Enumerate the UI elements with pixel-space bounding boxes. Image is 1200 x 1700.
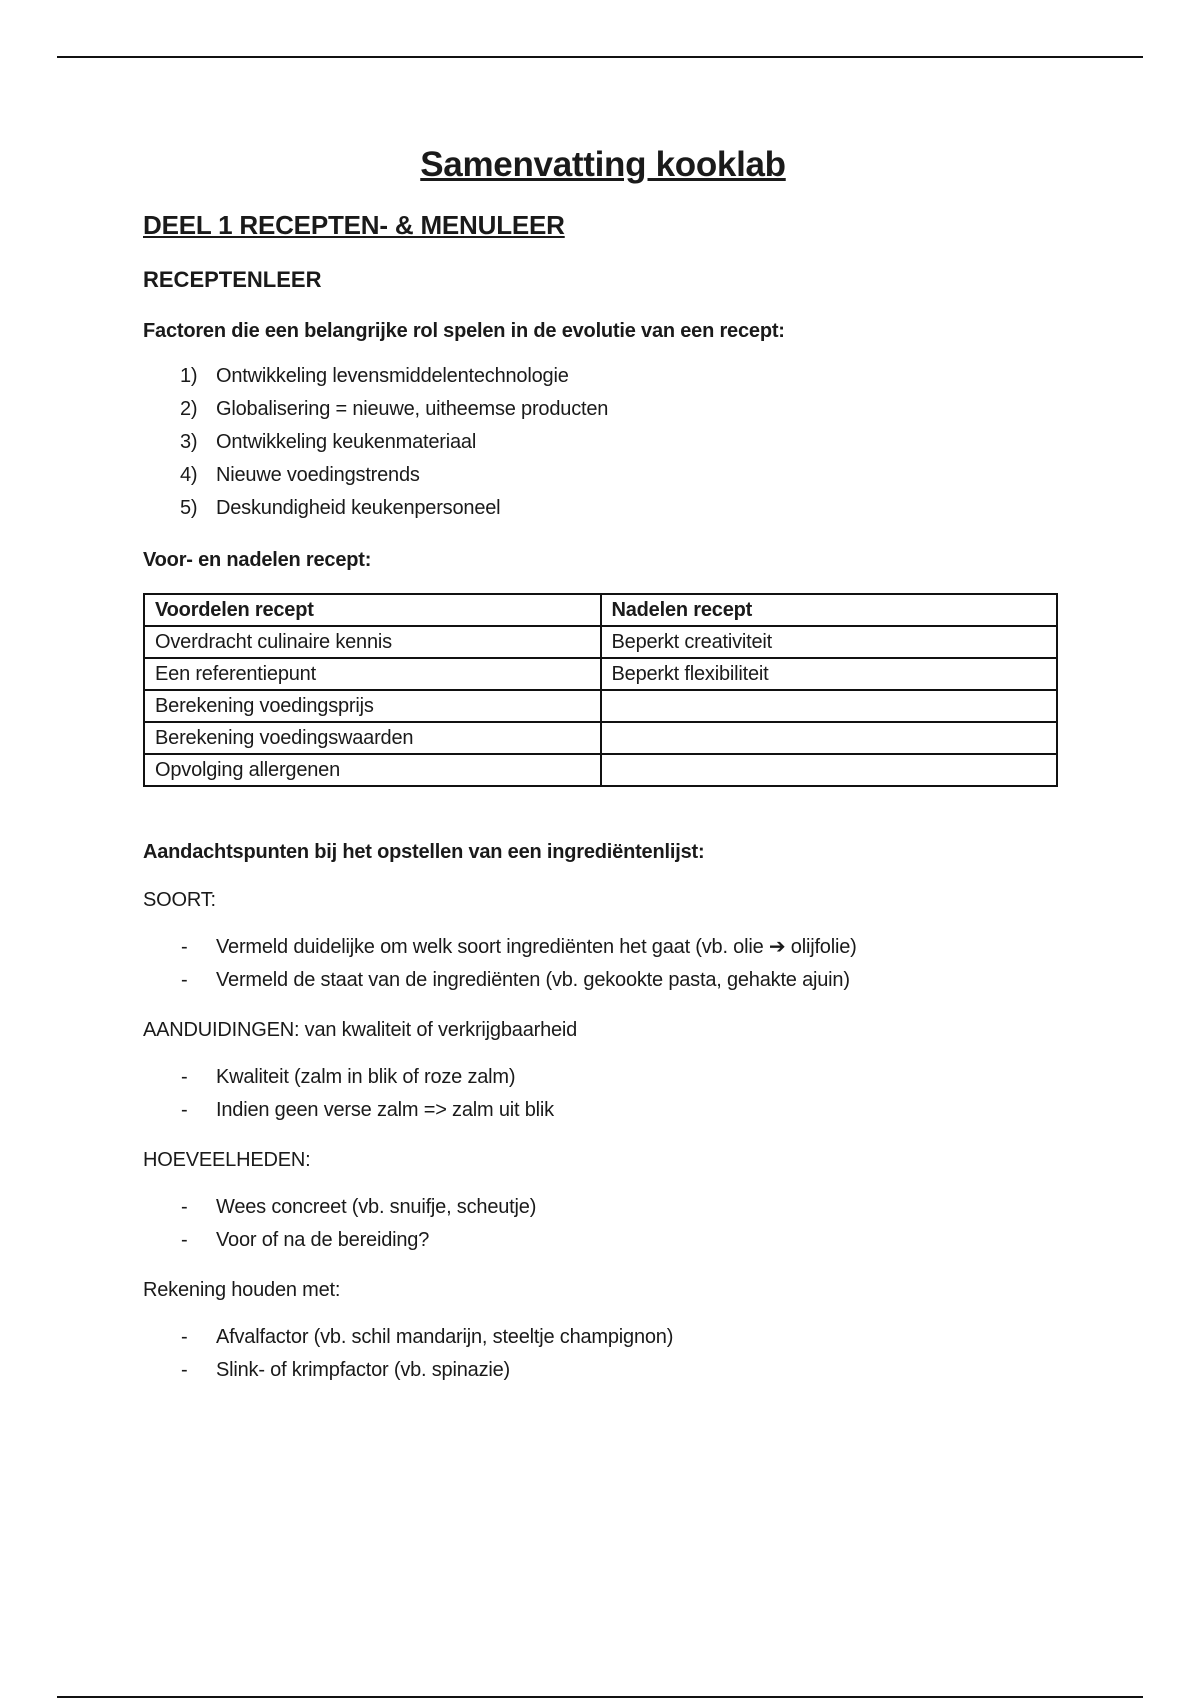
rekening-list (143, 1321, 1063, 1387)
aanduidingen-list (143, 1061, 1063, 1127)
list-item-text: Wees concreet (vb. snuifje, scheutje) (216, 1196, 537, 1218)
page-bottom-rule (57, 1696, 1143, 1698)
table-row (144, 722, 1057, 754)
table-row (144, 690, 1057, 722)
list-item (143, 459, 1063, 492)
list-item (143, 426, 1063, 459)
section-heading: RECEPTENLEER (143, 267, 322, 292)
table-header-row (144, 594, 1057, 626)
column-header-pros: Voordelen recept (144, 594, 601, 626)
factors-list (143, 360, 1063, 525)
list-number: 4) (180, 464, 198, 486)
dash-marker: - (181, 1066, 188, 1088)
table-row (144, 626, 1057, 658)
table-cell (601, 754, 1058, 786)
factors-heading: Factoren die een belangrijke rol spelen in de evolutie van een recept: (143, 320, 785, 342)
dash-marker: - (181, 1326, 188, 1348)
list-item-text: Deskundigheid keukenpersoneel (216, 497, 501, 519)
list-number: 3) (180, 431, 198, 453)
hoeveelheden-list (143, 1191, 1063, 1257)
pros-cons-heading: Voor- en nadelen recept: (143, 549, 372, 571)
list-item-text: olijfolie) (790, 936, 857, 958)
list-item-text: Voor of na de bereiding? (216, 1229, 430, 1251)
aanduidingen-label: AANDUIDINGEN: van kwaliteit of verkrijgbaarheid (143, 1019, 578, 1041)
list-item-text: Slink- of krimpfactor (vb. spinazie) (216, 1359, 511, 1381)
list-item (143, 360, 1063, 393)
soort-list (143, 931, 1063, 997)
spacer (143, 787, 1063, 817)
dash-marker: - (181, 1359, 188, 1381)
list-item (143, 393, 1063, 426)
column-header-cons: Nadelen recept (601, 594, 1058, 626)
list-number: 1) (180, 365, 198, 387)
part-heading: DEEL 1 RECEPTEN- & MENULEER (143, 210, 565, 240)
dash-marker: - (181, 1229, 188, 1251)
list-item (143, 964, 1063, 997)
page-content (143, 140, 1063, 1387)
dash-marker: - (181, 936, 188, 958)
table-cell (601, 690, 1058, 722)
dash-marker: - (181, 1099, 188, 1121)
arrow-right-icon: ➔ (768, 936, 786, 958)
list-item-text: Vermeld duidelijke om welk soort ingrediënten het gaat (vb. olie (216, 936, 764, 958)
list-number: 5) (180, 497, 198, 519)
list-item (143, 931, 1063, 964)
table-cell: Beperkt creativiteit (601, 626, 1058, 658)
list-item (143, 1354, 1063, 1387)
hoeveelheden-label: HOEVEELHEDEN: (143, 1149, 311, 1171)
list-item (143, 1321, 1063, 1354)
table-cell: Berekening voedingsprijs (144, 690, 601, 722)
list-item-text: Ontwikkeling keukenmateriaal (216, 431, 477, 453)
list-item-text: Kwaliteit (zalm in blik of roze zalm) (216, 1066, 516, 1088)
table-cell: Overdracht culinaire kennis (144, 626, 601, 658)
pros-cons-table (143, 593, 1058, 787)
list-item-text: Nieuwe voedingstrends (216, 464, 420, 486)
table-row (144, 754, 1057, 786)
list-item (143, 492, 1063, 525)
list-item-text: Vermeld de staat van de ingrediënten (vb. gekookte pasta, gehakte ajuin) (216, 969, 850, 991)
table-cell (601, 722, 1058, 754)
list-item-text: Globalisering = nieuwe, uitheemse producten (216, 398, 609, 420)
table-row (144, 658, 1057, 690)
list-item (143, 1191, 1063, 1224)
ingredients-heading: Aandachtspunten bij het opstellen van een ingrediëntenlijst: (143, 841, 705, 863)
table-cell: Een referentiepunt (144, 658, 601, 690)
list-number: 2) (180, 398, 198, 420)
table-cell: Opvolging allergenen (144, 754, 601, 786)
list-item-text: Indien geen verse zalm => zalm uit blik (216, 1099, 554, 1121)
list-item (143, 1224, 1063, 1257)
list-item (143, 1094, 1063, 1127)
table-cell: Beperkt flexibiliteit (601, 658, 1058, 690)
list-item (143, 1061, 1063, 1094)
page-top-rule (57, 56, 1143, 58)
list-item-text: Afvalfactor (vb. schil mandarijn, steeltje champignon) (216, 1326, 674, 1348)
table-cell: Berekening voedingswaarden (144, 722, 601, 754)
document-title: Samenvatting kooklab (420, 145, 786, 184)
list-item-text: Ontwikkeling levensmiddelentechnologie (216, 365, 569, 387)
rekening-label: Rekening houden met: (143, 1279, 341, 1301)
soort-label: SOORT: (143, 889, 216, 911)
dash-marker: - (181, 1196, 188, 1218)
dash-marker: - (181, 969, 188, 991)
